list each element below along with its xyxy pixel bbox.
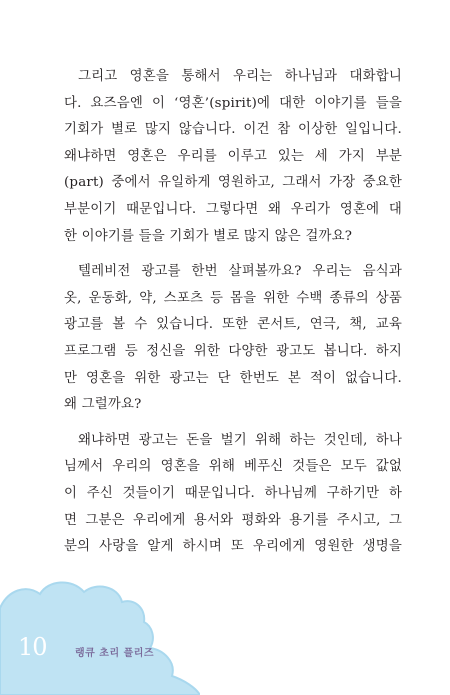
page-number: 10: [18, 633, 47, 661]
text-line: 만 영혼을 위한 광고는 단 한번도 본 적이 없습니다.: [64, 370, 402, 386]
text-line: 님께서 우리의 영혼을 위해 베푸신 것들은 모두 값없: [64, 459, 402, 475]
text-line: 텔레비전 광고를 한번 살펴볼까요? 우리는 음식과: [78, 264, 402, 280]
paragraph-3: [64, 428, 402, 561]
running-title: 랭큐 초리 플리즈: [75, 648, 155, 659]
paragraph-2: [64, 259, 402, 419]
text-line: 면 그분은 우리에게 용서와 평화와 용기를 주시고, 그: [64, 512, 402, 528]
text-line: 광고를 볼 수 있습니다. 또한 콘서트, 연극, 책, 교육: [64, 317, 402, 333]
text-line: 기회가 별로 많지 않습니다. 이건 참 이상한 일입니다.: [64, 122, 402, 138]
text-line: 부분이기 때문입니다. 그렇다면 왜 우리가 영혼에 대: [64, 201, 402, 217]
paragraph-1: [64, 64, 402, 250]
text-line: 왜냐하면 광고는 돈을 벌기 위해 하는 것인데, 하나: [78, 432, 402, 448]
text-line: 왜 그럴까요?: [64, 397, 142, 413]
text-line: (part) 중에서 유일하게 영원하고, 그래서 가장 중요한: [64, 175, 402, 191]
text-line: 다. 요즈음엔 이 ‘영혼’(spirit)에 대한 이야기를 들을: [64, 95, 402, 111]
text-line: 한 이야기를 들을 기회가 별로 많지 않은 걸까요?: [64, 228, 353, 244]
text-line: 그리고 영혼을 통해서 우리는 하나님과 대화합니: [78, 69, 402, 84]
text-line: 옷, 운동화, 약, 스포츠 등 몸을 위한 수백 종류의 상품: [64, 290, 402, 306]
text-line: 왜냐하면 영혼은 우리를 이루고 있는 세 가지 부분: [64, 148, 402, 164]
text-line: 프로그램 등 정신을 위한 다양한 광고도 봅니다. 하지: [64, 343, 402, 359]
text-line: 이 주신 것들이기 때문입니다. 하나님께 구하기만 하: [64, 485, 402, 501]
body-text: [64, 64, 402, 570]
text-line: 분의 사랑을 알게 하시며 또 우리에게 영원한 생명을: [64, 539, 402, 555]
